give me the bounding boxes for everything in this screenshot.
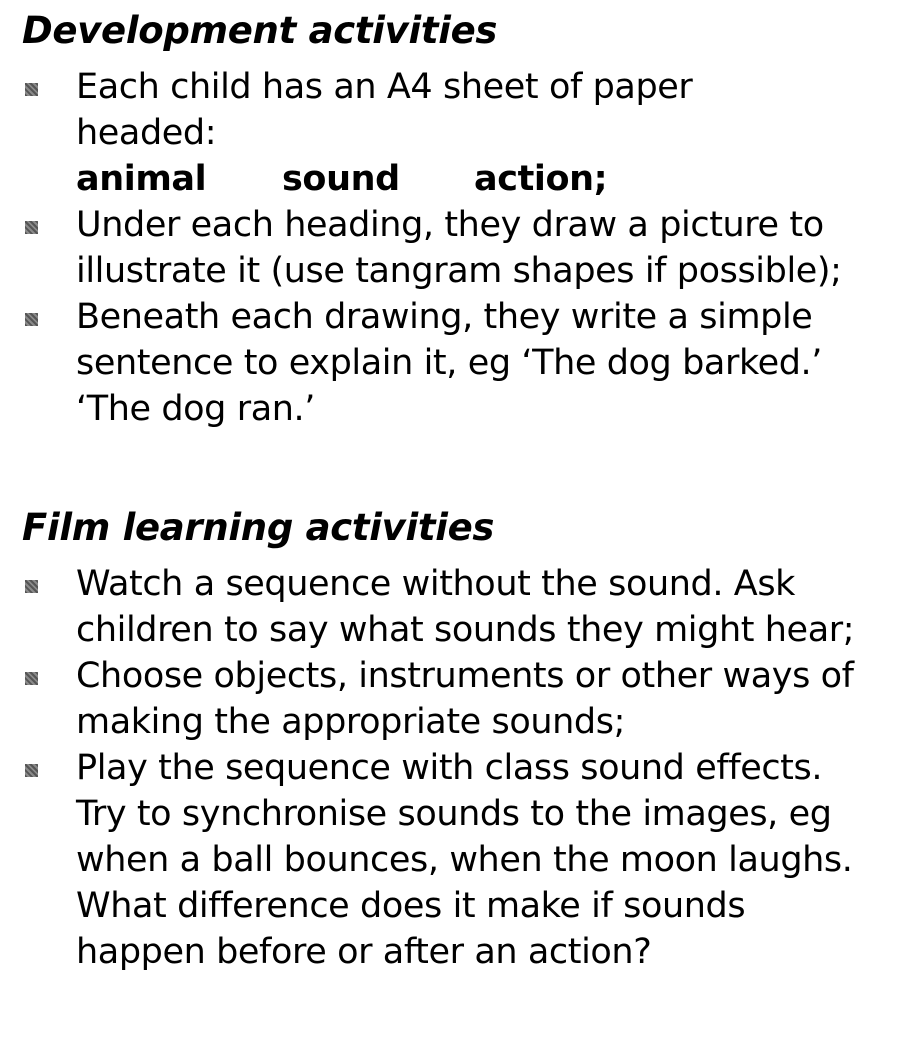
heading-sound: sound xyxy=(282,159,400,199)
square-bullet-icon xyxy=(25,83,38,96)
list-item xyxy=(22,561,882,653)
square-bullet-icon xyxy=(25,580,38,593)
film-learning-activities-heading: Film learning activities xyxy=(22,506,495,549)
square-bullet-icon xyxy=(25,764,38,777)
list-item xyxy=(22,653,882,745)
sheet-headings xyxy=(76,156,882,202)
heading-action: action; xyxy=(474,159,608,199)
list-item xyxy=(22,294,882,432)
list-item-text: Watch a sequence without the sound. Ask children to say what sounds they might hear; xyxy=(76,564,855,650)
development-activities-section xyxy=(22,8,882,432)
film-learning-activities-list xyxy=(22,561,882,975)
list-item-text: Under each heading, they draw a picture to illustrate it (use tangram shapes if possible); xyxy=(76,205,842,291)
development-activities-list xyxy=(22,64,882,432)
development-activities-heading: Development activities xyxy=(22,9,498,52)
list-item-text: Choose objects, instruments or other ways of making the appropriate sounds; xyxy=(76,656,854,742)
list-item xyxy=(22,745,882,975)
list-item-text: Beneath each drawing, they write a simple sentence to explain it, eg ‘The dog barked.’ ‘The dog ran.’ xyxy=(76,297,822,429)
list-item-text: Play the sequence with class sound effects. Try to synchronise sounds to the images, eg when a ball bounces, when the moon laughs. What difference does it make if sounds happen before or after an action? xyxy=(76,748,853,972)
list-item-text: Each child has an A4 sheet of paper headed: xyxy=(76,67,693,153)
film-learning-activities-section xyxy=(22,505,882,975)
list-item xyxy=(22,202,882,294)
heading-animal: animal xyxy=(76,159,207,199)
square-bullet-icon xyxy=(25,221,38,234)
list-item xyxy=(22,64,882,202)
square-bullet-icon xyxy=(25,672,38,685)
square-bullet-icon xyxy=(25,313,38,326)
